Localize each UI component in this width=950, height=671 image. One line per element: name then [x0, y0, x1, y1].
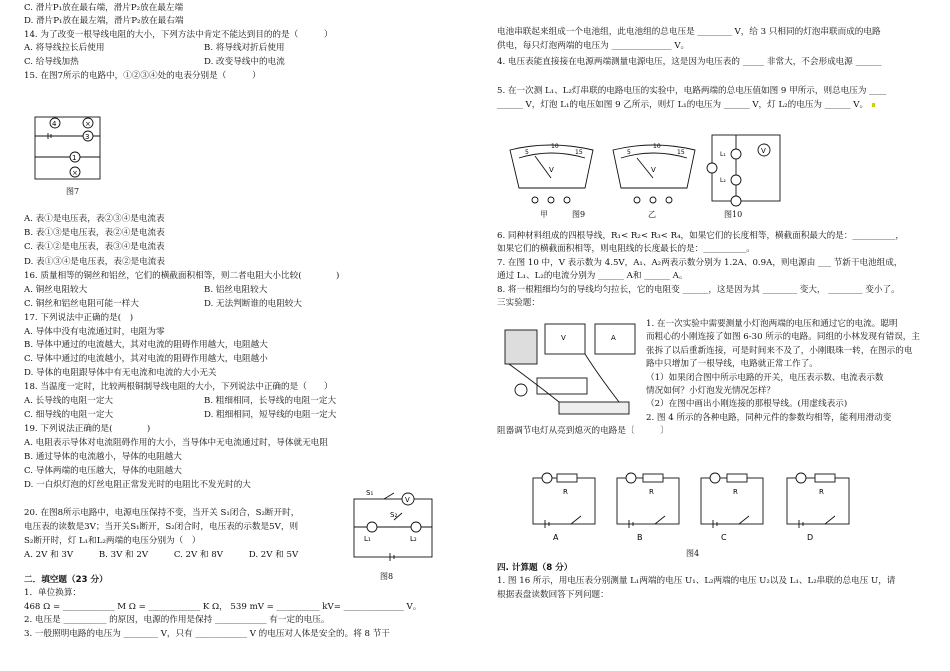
- figure-9-caption: 图9: [572, 210, 586, 219]
- option-text: C. 细导线的电阻一定大: [24, 410, 114, 420]
- option-pair: [24, 284, 472, 297]
- question-line: A. 2V 和 3V B. 3V 和 2V C. 2V 和 8V D. 2V 和 5V: [24, 550, 299, 560]
- question-line: 张拆了以后重新连接，可是时间来不及了，小刚眼珠一转，在图示的电: [646, 345, 913, 356]
- svg-text:10: 10: [653, 143, 661, 150]
- svg-text:4: 4: [52, 120, 57, 128]
- question-line: 8. 将一根粗细均匀的导线均匀拉长，它的电阻变 ______，这是因为其 ________ 变大， ________ 变小了。: [497, 284, 900, 295]
- svg-text:15: 15: [677, 149, 685, 156]
- question-line: D. 滑片P₁放在最左端，滑片P₂放在最右端: [24, 16, 184, 26]
- section-heading-fill: 二．填空题（23 分）: [24, 575, 108, 585]
- question-line: 14. 为了改变一根导线电阻的大小，下列方法中肯定不能达到目的的是（ ）: [24, 30, 333, 40]
- question-line: A. 导体中没有电流通过时，电阻为零: [24, 327, 165, 337]
- question-line: 17. 下列说法中正确的是( ): [24, 313, 134, 323]
- option-text: A. 铜丝电阻较大: [24, 285, 88, 295]
- svg-text:×: ×: [72, 169, 78, 177]
- question-line: 根据表盘读数回答下列问题：: [497, 589, 609, 600]
- svg-text:R: R: [563, 488, 568, 496]
- svg-text:S₁: S₁: [366, 489, 374, 497]
- question-line: 1．单位换算：: [24, 588, 82, 599]
- svg-text:A: A: [611, 334, 616, 342]
- question-line: 1. 图 16 所示，用电压表分别测量 L₁两端的电压 U₁、L₂两端的电压 U₂以及 L₁、L₂串联的总电压 U，请: [497, 576, 896, 587]
- question-line: C. 表①②是电压表，表③④是电流表: [24, 242, 165, 252]
- svg-text:5: 5: [627, 149, 631, 156]
- question-line: 路中只增加了一根导线，电路就正常工作了。: [646, 359, 818, 370]
- question-line: （1）如果闭合图中所示电路的开关，电压表示数、电流表示数: [646, 372, 884, 383]
- question-line: 20. 在图8所示电路中，电源电压保持不变，当开关 S₁闭合，S₂断开时，: [24, 508, 300, 518]
- fill-in-section: [24, 574, 472, 641]
- svg-text:V: V: [405, 496, 410, 504]
- question-line: S₂断开时，灯 L₁和L₂两端的电压分别为（ ）: [24, 536, 201, 546]
- question-line: ______ V，灯泡 L₁的电压如图 9 乙所示，则灯 L₁的电压为 ______ V，灯 L₂的电压为 ______ V。: [497, 99, 929, 112]
- option-pair: [24, 409, 472, 422]
- question-line: 18. 当温度一定时，比较两根铜制导线电阻的大小，下列说法中正确的是（ ）: [24, 382, 333, 392]
- figure-10-circuit: [702, 130, 787, 210]
- svg-text:S₂: S₂: [390, 511, 398, 519]
- figure-8-caption: 图8: [380, 572, 394, 581]
- question-line: 2. 图 4 所示的各种电路，同种元件的参数均相等，能利用滑动变: [646, 412, 892, 423]
- question-line: B. 导体中通过的电流越大，其对电流的阻碍作用越大，电阻越大: [24, 340, 268, 350]
- svg-text:×: ×: [85, 120, 91, 128]
- figure-4-label-d: D: [807, 533, 814, 542]
- figure-9-jia-label: 甲: [540, 210, 548, 219]
- svg-text:V: V: [651, 166, 656, 174]
- right-mid-questions: [497, 230, 929, 310]
- question-line: 2. 电压是 __________ 的原因，电源的作用是保持 ____________ 有一定的电压。: [24, 615, 330, 626]
- figure-4-caption: 图4: [686, 549, 700, 558]
- question-line: 电压表的读数是3V；当开关S₁断开，S₂闭合时，电压表的示数是5V，则: [24, 522, 299, 532]
- option-text: C. 铜丝和铝丝电阻可能一样大: [24, 299, 139, 309]
- marker-icon: [872, 103, 875, 107]
- question-line: 如果它们的横截面积相等，则电阻线的长度最长的是：__________。: [497, 244, 755, 255]
- question-line: 情况如何？小灯泡发光情况怎样？: [646, 386, 775, 397]
- figure-7-circuit: [30, 114, 110, 184]
- question-line: 阻器调节电灯从亮到熄灭的电路是〔 〕: [497, 426, 669, 437]
- option-text: D. 粗细相同，短导线的电阻一定大: [204, 410, 337, 420]
- question-line: 而粗心的小刚连接了如图 6-30 所示的电路。同组的小林发现有错误，主: [646, 332, 920, 343]
- figure-4-label-c: C: [721, 533, 727, 542]
- option-pair: [24, 56, 472, 69]
- option-pair: [24, 298, 472, 311]
- question-line: （2）在图中画出小刚连接的那根导线。(用虚线表示): [646, 399, 848, 410]
- question-line: C. 导体中通过的电流越小，其对电流的阻碍作用越大，电阻越小: [24, 354, 268, 364]
- question-line: 6. 同种材料组成的四根导线，R₁< R₂< R₃< R₄，如果它们的长度相等，横截面积最大的是：__________，: [497, 231, 904, 241]
- svg-text:V: V: [761, 147, 766, 155]
- question-line: B. 表①③是电压表，表②④是电流表: [24, 228, 165, 238]
- question-line: 7. 在图 10 中，V 表示数为 4.5V，A₁、A₂两表示数分别为 1.2A、0.9A，则电源由 ___ 节新干电池组成，: [497, 257, 903, 268]
- figure-9-meters: [505, 138, 700, 223]
- question-line: A. 表①是电压表，表②③④是电流表: [24, 214, 165, 224]
- question-line: C. 滑片P₁放在最右端，滑片P₂放在最左端: [24, 3, 184, 13]
- svg-text:L₁: L₁: [364, 535, 371, 543]
- option-text: D. 改变导线中的电流: [204, 57, 285, 67]
- question-line: 16. 质量相等的铜丝和铝丝，它们的横截面积相等，则二者电阻大小比较( ): [24, 271, 340, 281]
- question-line: 3. 一般照明电路的电压为 ________ V，只有 ____________ V 的电压对人体是安全的。将 8 节干: [24, 628, 390, 639]
- question-line: A. 电阻表示导体对电流阻碍作用的大小，当导体中无电流通过时，导体就无电阻: [24, 438, 328, 448]
- figure-7-caption: 图7: [66, 187, 80, 196]
- figure-10-caption: 图10: [724, 210, 743, 219]
- question-line: 15. 在图7所示的电路中，①②③④处的电表分别是（ ）: [24, 71, 261, 81]
- figure-9-yi-label: 乙: [648, 210, 656, 219]
- question-line: B. 通过导体的电流越小，导体的电阻越大: [24, 452, 182, 462]
- question-line: D. 导体的电阻跟导体中有无电流和电流的大小无关: [24, 368, 217, 378]
- svg-text:15: 15: [575, 149, 583, 156]
- option-text: B. 将导线对折后使用: [204, 43, 285, 53]
- option-text: D. 无法判断谁的电阻较大: [204, 299, 302, 309]
- experiment-apparatus-figure: [499, 316, 649, 424]
- experiment-section: [497, 318, 929, 439]
- option-text: A. 将导线拉长后使用: [24, 43, 105, 53]
- option-pair: [24, 42, 472, 55]
- question-line: 通过 L₁、L₂的电流分别为 ______ A和 ______ A。: [497, 271, 688, 282]
- svg-text:V: V: [549, 166, 554, 174]
- question-line: 三实验题：: [497, 298, 540, 309]
- option-text: B. 铝丝电阻较大: [204, 285, 268, 295]
- calc-section: [497, 562, 929, 602]
- svg-text:L₂: L₂: [720, 177, 726, 184]
- option-text: C. 给导线加热: [24, 57, 79, 67]
- question-line: 供电，每只灯泡两端的电压为 ______________ V。: [497, 41, 690, 51]
- svg-text:R: R: [733, 488, 738, 496]
- svg-text:L₁: L₁: [720, 151, 726, 158]
- figure-4-label-b: B: [637, 533, 643, 542]
- figure-4-circuits: [525, 464, 855, 544]
- figure-4-label-a: A: [553, 533, 559, 542]
- question-line: C. 导体两端的电压越大，导体的电阻越大: [24, 466, 182, 476]
- svg-text:L₂: L₂: [410, 535, 417, 543]
- svg-text:V: V: [561, 334, 566, 342]
- question-line: 468 Ω = ____________ M Ω = ____________ K Ω， 539 mV = __________ kV= ______________ V。: [24, 601, 422, 612]
- section-heading-calc: 四. 计算题（8 分）: [497, 563, 573, 573]
- option-pair: [24, 395, 472, 408]
- svg-text:3: 3: [85, 133, 90, 141]
- question-line: D. 表①③④是电压表，表②是电流表: [24, 257, 165, 267]
- svg-text:5: 5: [525, 149, 529, 156]
- question-line: 5. 在一次测 L₁、L₂灯串联的电路电压的实验中，电路两端的总电压值如图 9 甲所示，则总电压为 ____: [497, 86, 887, 96]
- figure-8-circuit: [346, 487, 442, 565]
- svg-text:10: 10: [551, 143, 559, 150]
- svg-text:R: R: [649, 488, 654, 496]
- question-line: 19. 下列说法正确的是( ): [24, 424, 151, 434]
- option-text: A. 长导线的电阻一定大: [24, 396, 114, 406]
- question-line: 电池串联起来组成一个电池组，此电池组的总电压是 ________ V，给 3 只相同的灯泡串联而成的电路: [497, 27, 881, 37]
- question-line: D. 一白炽灯泡的灯丝电阻正常发光时的电阻比不发光时的大: [24, 480, 251, 490]
- question-line: 1. 在一次实验中需要测量小灯泡两端的电压和通过它的电流。聪明: [646, 319, 898, 329]
- svg-text:R: R: [819, 488, 824, 496]
- option-text: B. 粗细相同，长导线的电阻一定大: [204, 396, 337, 406]
- svg-text:1: 1: [72, 154, 77, 162]
- question-line: 4. 电压表能直接接在电源两端测量电源电压，这是因为电压表的 _____ 非常大，不会形成电源 ______: [497, 57, 882, 67]
